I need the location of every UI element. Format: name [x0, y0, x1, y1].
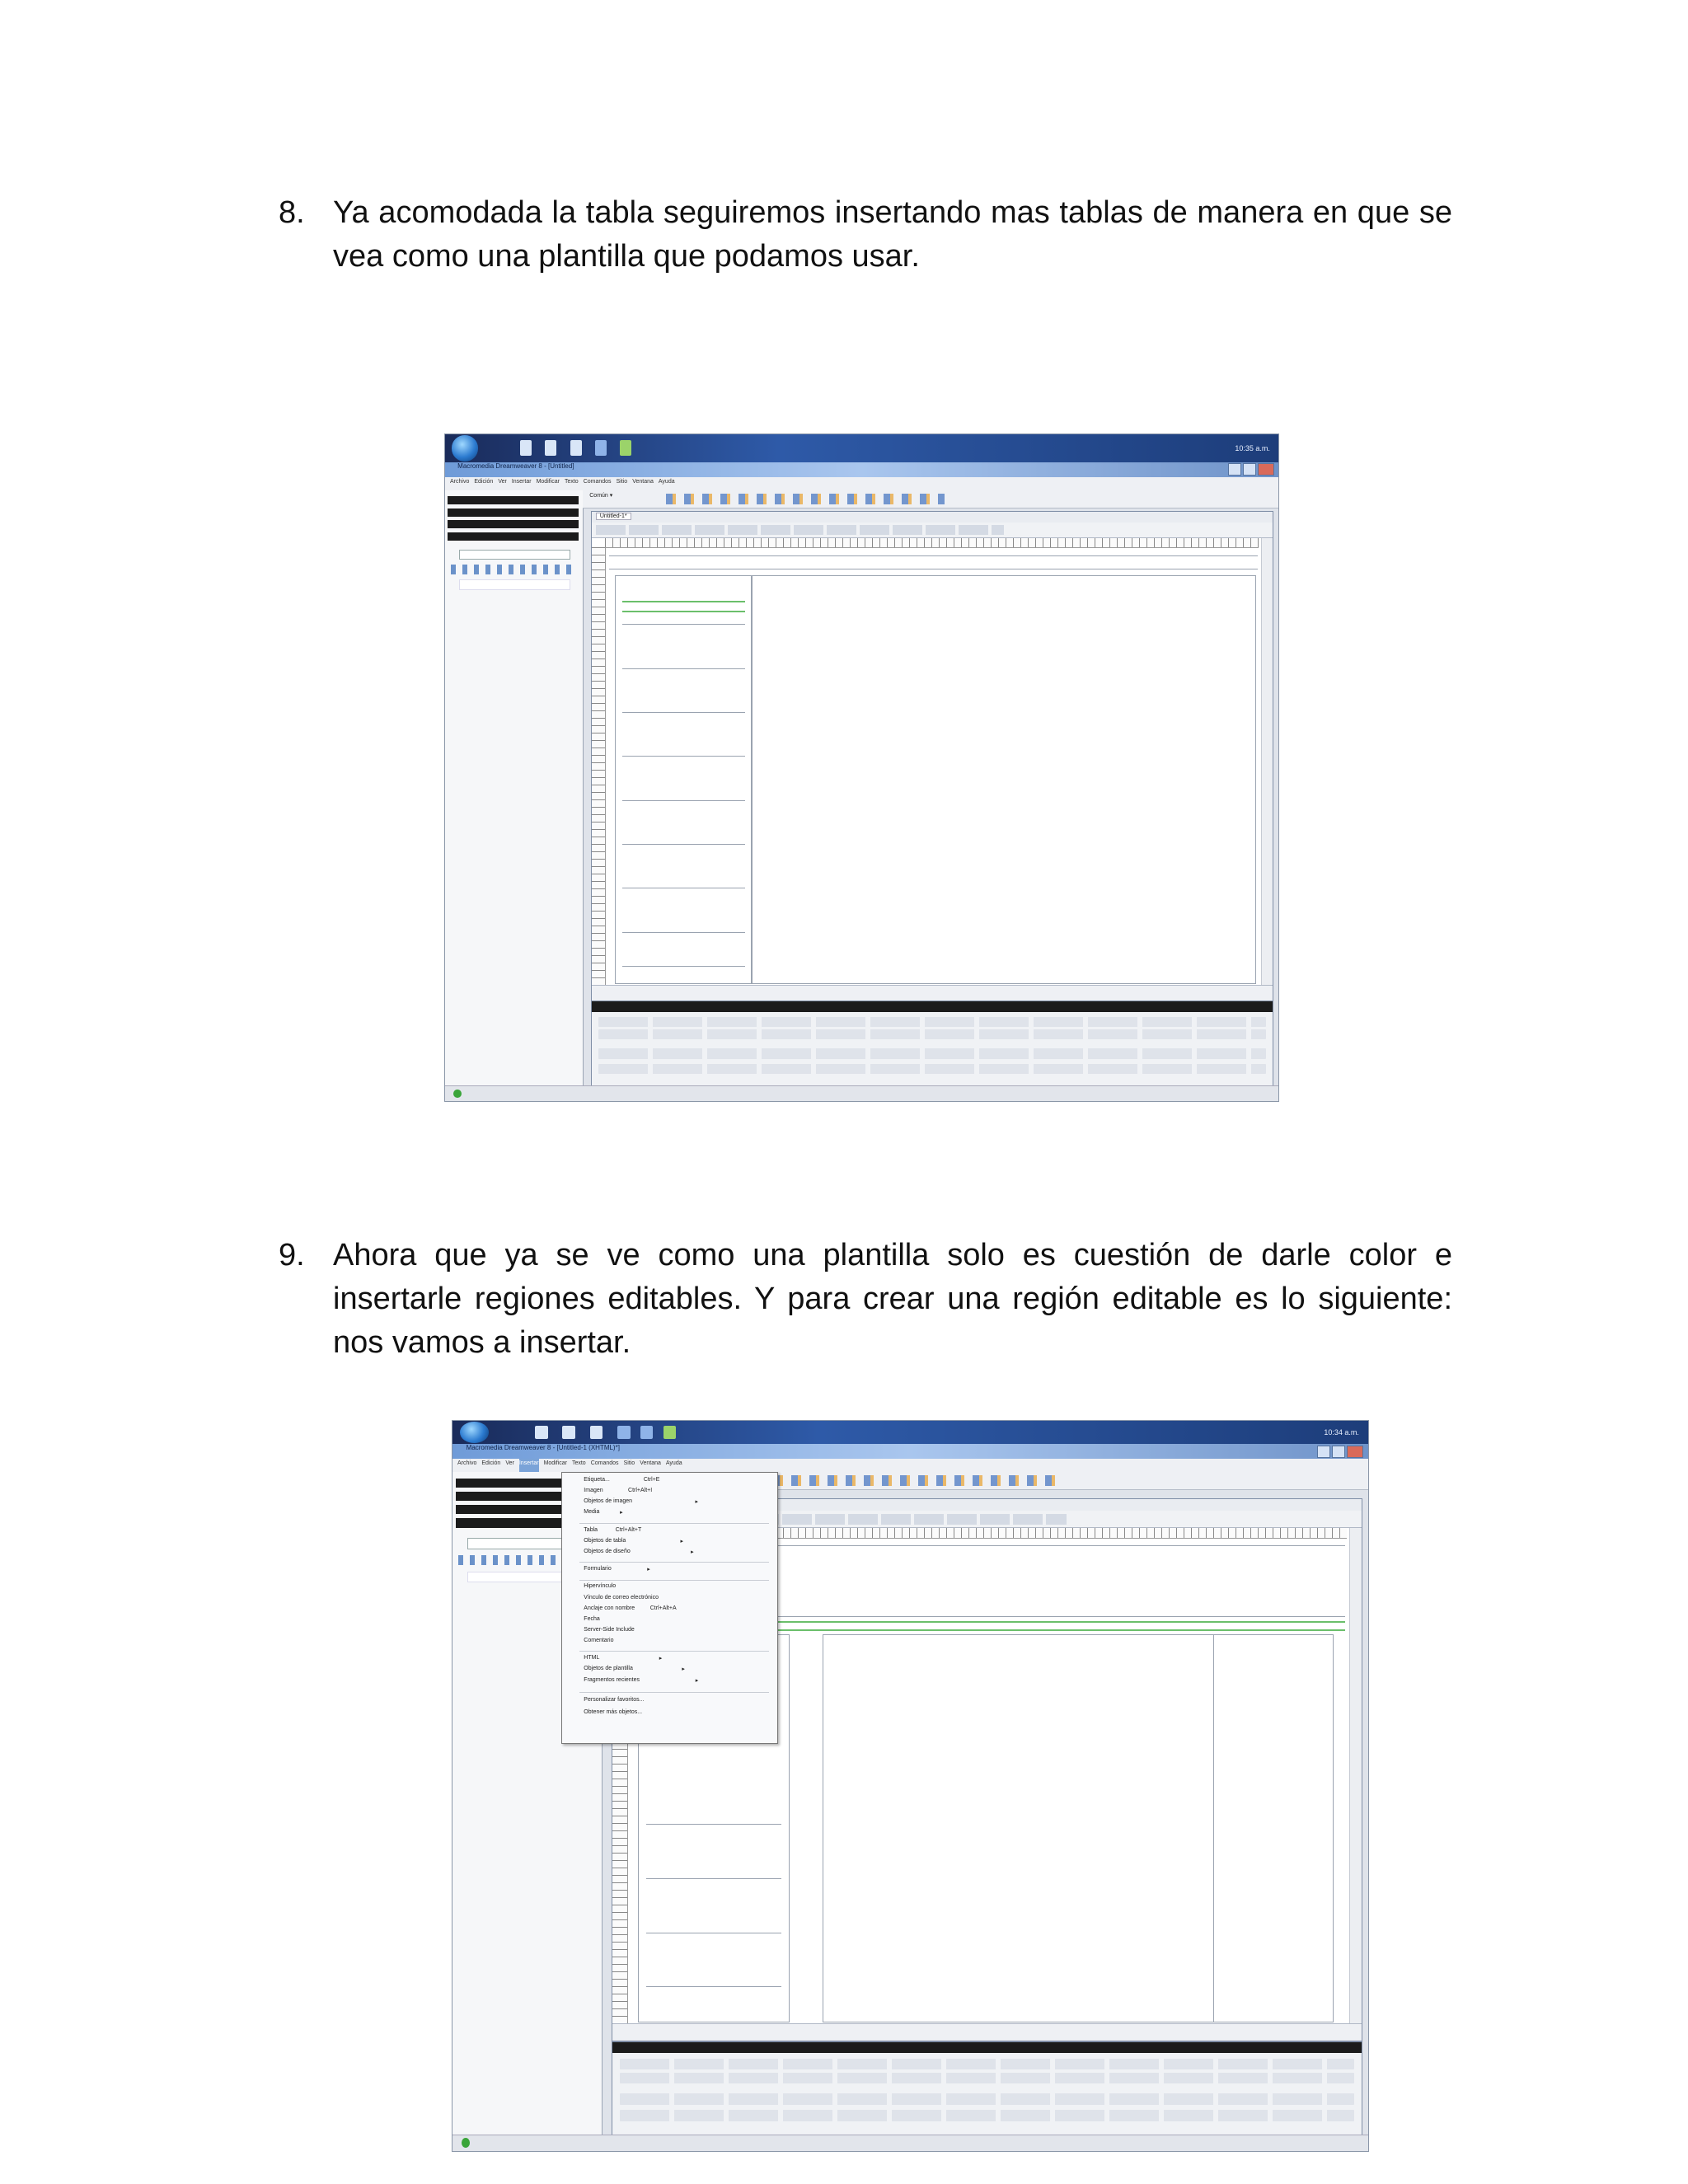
- properties-row[interactable]: [620, 2093, 1354, 2104]
- step-9: [280, 1234, 1452, 1365]
- step-text: Ahora que ya se ve como una plantilla solo es cuestión de darle color e insertarle regiones editables. Y para crear una región editable es lo siguiente: nos vamos a insertar.: [333, 1238, 1452, 1360]
- panel-header-archivos[interactable]: [448, 532, 578, 541]
- menu-item-html[interactable]: HTML ▸: [584, 1655, 663, 1662]
- properties-row[interactable]: [620, 2073, 1354, 2083]
- taskbar-app-icon: [617, 1426, 631, 1439]
- status-bar: [445, 1085, 1278, 1101]
- site-tree-item[interactable]: [459, 579, 570, 589]
- clock: 10:35 a.m.: [1235, 443, 1270, 452]
- document-toolbar: [592, 523, 1273, 538]
- menu-item-anclaje[interactable]: Anclaje con nombre Ctrl+Alt+A: [584, 1605, 677, 1611]
- properties-row[interactable]: [620, 2110, 1354, 2121]
- menu-separator: [579, 1651, 769, 1652]
- table-row: [622, 966, 745, 967]
- table-row: [622, 756, 745, 757]
- menu-ventana[interactable]: Ventana: [632, 478, 654, 485]
- tag-selector[interactable]: [612, 2023, 1362, 2041]
- maximize-icon[interactable]: [1243, 463, 1256, 476]
- taskbar-app-icon: [595, 440, 607, 456]
- panel-header-css[interactable]: [448, 496, 578, 504]
- clock: 10:34 a.m.: [1324, 1428, 1359, 1437]
- insert-bar: [583, 490, 1278, 509]
- window-title: Macromedia Dreamweaver 8 - [Untitled]: [457, 462, 574, 470]
- horizontal-ruler: [605, 538, 1259, 548]
- left-column-table: [615, 575, 753, 983]
- step-number: 8.: [279, 195, 305, 230]
- menu-edicion[interactable]: Edición: [481, 1460, 501, 1467]
- menu-item-formulario[interactable]: Formulario ▸: [584, 1566, 650, 1573]
- menu-separator: [579, 1523, 769, 1524]
- menu-item-server-side-include[interactable]: Server-Side Include: [584, 1626, 635, 1633]
- menu-item-objetos-de-imagen[interactable]: Objetos de imagen ▸: [584, 1498, 698, 1506]
- screenshot-2: [452, 1420, 1369, 2152]
- insert-icons[interactable]: [755, 1475, 1062, 1486]
- window-controls: [1317, 1446, 1363, 1458]
- document-window: [591, 511, 1273, 1001]
- step-text: Ya acomodada la tabla seguiremos insertando mas tablas de manera en que se vea como una plantilla que podamos usar.: [333, 195, 1452, 274]
- menu-ventana[interactable]: Ventana: [640, 1460, 661, 1467]
- menu-modificar[interactable]: Modificar: [543, 1460, 567, 1467]
- table-row: [622, 932, 745, 933]
- properties-row[interactable]: [598, 1029, 1266, 1039]
- close-icon[interactable]: [1258, 463, 1274, 476]
- menu-item-tabla[interactable]: Tabla Ctrl+Alt+T: [584, 1526, 642, 1533]
- tag-selector[interactable]: [592, 985, 1273, 1001]
- panel-header-inspector[interactable]: [448, 520, 578, 528]
- properties-row[interactable]: [598, 1017, 1266, 1027]
- title-bar: [445, 462, 1278, 477]
- properties-header[interactable]: [612, 2042, 1362, 2053]
- taskbar: [452, 1421, 1368, 1444]
- menu-comandos[interactable]: Comandos: [583, 478, 612, 485]
- title-bar: [452, 1444, 1368, 1459]
- step-8: [280, 191, 1452, 279]
- maximize-icon[interactable]: [1332, 1446, 1345, 1458]
- menu-edicion[interactable]: Edición: [474, 478, 494, 485]
- view-buttons[interactable]: [596, 525, 1005, 534]
- menu-item-obtener-mas-objetos[interactable]: Obtener más objetos...: [584, 1708, 643, 1715]
- properties-row[interactable]: [620, 2059, 1354, 2069]
- site-select[interactable]: [459, 550, 570, 560]
- status-icon: [462, 2138, 470, 2148]
- menu-item-personalizar-favoritos[interactable]: Personalizar favoritos...: [584, 1697, 645, 1704]
- taskbar-app-icon: [545, 440, 556, 456]
- menu-item-objetos-de-diseno[interactable]: Objetos de diseño ▸: [584, 1548, 694, 1555]
- menu-ver[interactable]: Ver: [505, 1460, 514, 1467]
- start-orb-icon: [452, 435, 478, 461]
- menu-item-objetos-de-plantilla[interactable]: Objetos de plantilla ▸: [584, 1666, 685, 1673]
- files-panel: [445, 490, 584, 1086]
- menu-item-hipervinculo[interactable]: Hipervínculo: [584, 1583, 617, 1590]
- taskbar-app-icon: [570, 440, 582, 456]
- vertical-scrollbar[interactable]: [1261, 538, 1273, 986]
- menu-texto[interactable]: Texto: [571, 1460, 586, 1467]
- table-row: [622, 800, 745, 801]
- minimize-icon[interactable]: [1228, 463, 1241, 476]
- properties-panel: [591, 1001, 1273, 1086]
- file-toolbar-icons[interactable]: [451, 565, 574, 574]
- menu-ver[interactable]: Ver: [498, 478, 507, 485]
- menu-item-imagen[interactable]: Imagen Ctrl+Alt+I: [584, 1488, 653, 1494]
- menu-archivo[interactable]: Archivo: [457, 1460, 477, 1467]
- start-orb-icon: [460, 1422, 490, 1443]
- taskbar-app-icon: [663, 1426, 677, 1439]
- menu-item-etiqueta[interactable]: Etiqueta... Ctrl+E: [584, 1476, 660, 1483]
- menu-ayuda[interactable]: Ayuda: [665, 1460, 682, 1467]
- menu-item-fragmentos-recientes[interactable]: Fragmentos recientes ▸: [584, 1676, 699, 1684]
- table-row: [646, 1878, 781, 1879]
- properties-row[interactable]: [598, 1048, 1266, 1058]
- table-row: [622, 624, 745, 625]
- doc-tab[interactable]: Untitled-1*: [596, 513, 631, 520]
- menu-archivo[interactable]: Archivo: [450, 478, 470, 485]
- properties-panel: [612, 2041, 1362, 2135]
- insert-icons[interactable]: [666, 494, 945, 504]
- menu-item-objetos-de-tabla[interactable]: Objetos de tabla ▸: [584, 1537, 684, 1544]
- top-table: [609, 555, 1257, 569]
- minimize-icon[interactable]: [1317, 1446, 1330, 1458]
- insert-category[interactable]: Común ▾: [589, 493, 613, 499]
- menu-sitio[interactable]: Sitio: [623, 1460, 635, 1467]
- doc-tab-bar: [592, 512, 1273, 523]
- taskbar: [445, 434, 1278, 462]
- menu-ayuda[interactable]: Ayuda: [658, 478, 675, 485]
- table-row: [646, 1824, 781, 1825]
- content-table-inner: [823, 1634, 1214, 2022]
- panel-header-aplicacion[interactable]: [448, 509, 578, 517]
- menu-comandos[interactable]: Comandos: [590, 1460, 619, 1467]
- vertical-ruler: [592, 547, 607, 986]
- taskbar-app-icon: [620, 440, 631, 456]
- menu-item-vinculo-correo[interactable]: Vínculo de correo electrónico: [584, 1594, 659, 1601]
- taskbar-app-icon: [590, 1426, 603, 1439]
- status-bar: [452, 2135, 1368, 2151]
- menu-texto[interactable]: Texto: [564, 478, 579, 485]
- taskbar-app-icon: [520, 440, 532, 456]
- window-title: Macromedia Dreamweaver 8 - [Untitled-1 (XHTML)*]: [466, 1444, 620, 1452]
- taskbar-app-icon: [535, 1426, 548, 1439]
- menu-insertar[interactable]: Insertar: [511, 478, 532, 485]
- taskbar-app-icon: [640, 1426, 654, 1439]
- menu-bar: [452, 1459, 1368, 1472]
- menu-separator: [579, 1692, 769, 1693]
- table-row: [622, 668, 745, 669]
- menu-separator: [579, 1562, 769, 1563]
- properties-row[interactable]: [598, 1064, 1266, 1074]
- insertar-dropdown-menu: [561, 1472, 778, 1744]
- close-icon[interactable]: [1347, 1446, 1363, 1458]
- step-number: 9.: [279, 1238, 305, 1272]
- menu-item-fecha[interactable]: Fecha: [584, 1615, 600, 1622]
- table-row: [646, 1986, 781, 1987]
- menu-modificar[interactable]: Modificar: [536, 478, 560, 485]
- menu-bar: [445, 477, 1278, 490]
- status-icon: [453, 1090, 462, 1099]
- menu-item-media[interactable]: Media ▸: [584, 1509, 623, 1516]
- menu-insertar[interactable]: Insertar: [519, 1459, 539, 1472]
- vertical-scrollbar[interactable]: [1349, 1528, 1362, 2024]
- menu-sitio[interactable]: Sitio: [616, 478, 628, 485]
- window-controls: [1228, 463, 1274, 476]
- content-table: [751, 575, 1256, 983]
- selected-table-highlight: [622, 601, 745, 612]
- taskbar-app-icon: [562, 1426, 575, 1439]
- table-row: [622, 844, 745, 845]
- table-row: [622, 712, 745, 713]
- screenshot-1: [444, 434, 1279, 1102]
- menu-item-comentario[interactable]: Comentario: [584, 1637, 614, 1643]
- properties-header[interactable]: [592, 1001, 1273, 1011]
- menu-separator: [579, 1580, 769, 1581]
